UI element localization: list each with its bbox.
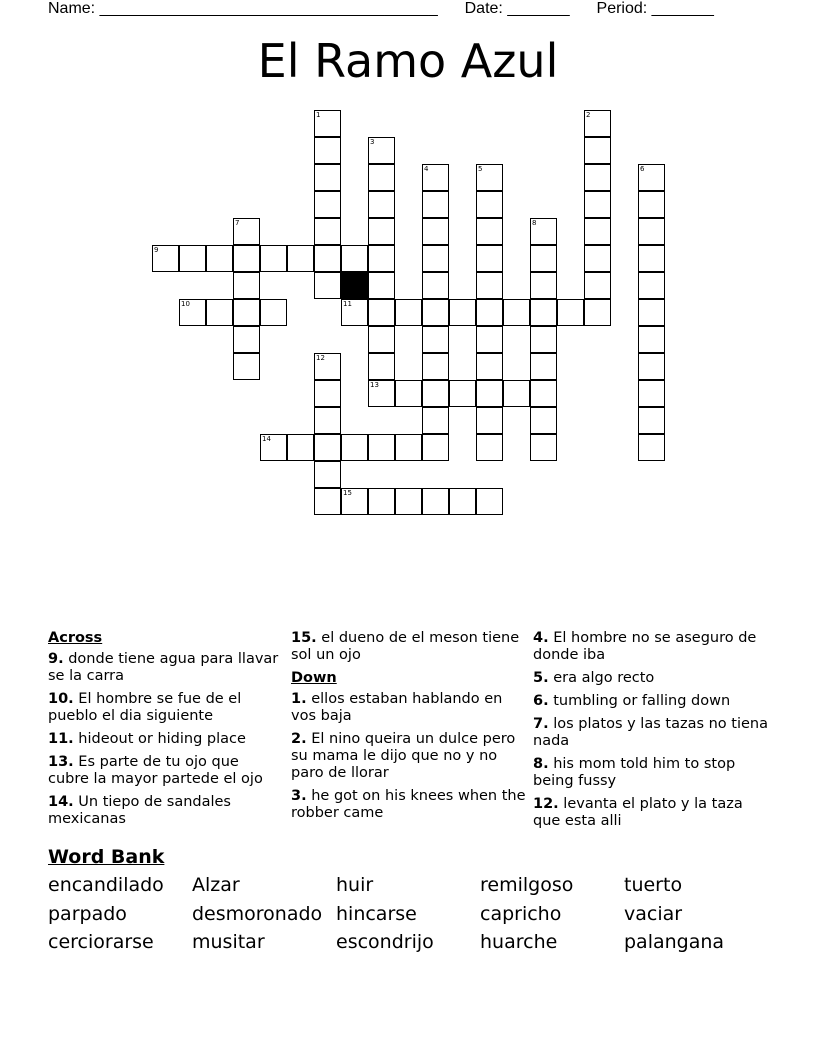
clue-number-label: 5 bbox=[478, 165, 483, 173]
clue-number-label: 11 bbox=[343, 300, 352, 308]
crossword-cell[interactable] bbox=[368, 299, 395, 326]
crossword-cell[interactable] bbox=[368, 272, 395, 299]
crossword-cell[interactable] bbox=[584, 164, 611, 191]
date-field-label: Date: _______ bbox=[464, 0, 570, 17]
clue-number-label: 14 bbox=[262, 435, 271, 443]
crossword-cell[interactable] bbox=[287, 245, 314, 272]
name-field-label: Name: ______________________________________ bbox=[48, 0, 438, 17]
crossword-cell[interactable] bbox=[314, 164, 341, 191]
crossword-cell[interactable] bbox=[368, 218, 395, 245]
crossword-cell[interactable] bbox=[233, 272, 260, 299]
word-bank-item: huarche bbox=[480, 931, 558, 953]
crossword-cell[interactable] bbox=[638, 353, 665, 380]
word-bank-item: cerciorarse bbox=[48, 931, 154, 953]
crossword-cell[interactable] bbox=[422, 218, 449, 245]
crossword-cell[interactable] bbox=[638, 272, 665, 299]
crossword-cell[interactable] bbox=[530, 272, 557, 299]
word-bank-item: palangana bbox=[624, 931, 725, 953]
word-bank-item: hincarse bbox=[336, 903, 417, 925]
crossword-cell[interactable] bbox=[638, 326, 665, 353]
crossword-cell[interactable] bbox=[422, 488, 449, 515]
crossword-cell[interactable] bbox=[476, 272, 503, 299]
crossword-cell[interactable] bbox=[422, 191, 449, 218]
crossword-cell[interactable] bbox=[530, 299, 557, 326]
word-bank-title: Word Bank bbox=[48, 846, 165, 868]
crossword-cell[interactable] bbox=[314, 434, 341, 461]
crossword-cell[interactable] bbox=[449, 299, 476, 326]
word-bank-item: parpado bbox=[48, 903, 127, 925]
clue-number-label: 2 bbox=[586, 111, 591, 119]
crossword-cell[interactable] bbox=[584, 218, 611, 245]
crossword-cell[interactable] bbox=[422, 380, 449, 407]
word-bank-item: remilgoso bbox=[480, 874, 574, 896]
crossword-cell[interactable] bbox=[341, 245, 368, 272]
crossword-cell[interactable] bbox=[314, 488, 341, 515]
clue-across-9: 9. donde tiene agua para llavar se la carra bbox=[48, 651, 279, 684]
clue-across-13: 13. Es parte de tu ojo que cubre la mayor partede el ojo bbox=[48, 754, 263, 787]
crossword-cell[interactable] bbox=[476, 218, 503, 245]
word-bank-item: musitar bbox=[192, 931, 265, 953]
crossword-cell[interactable] bbox=[449, 380, 476, 407]
crossword-cell[interactable] bbox=[503, 299, 530, 326]
crossword-cell[interactable] bbox=[422, 272, 449, 299]
crossword-cell[interactable] bbox=[314, 461, 341, 488]
clue-number-label: 6 bbox=[640, 165, 645, 173]
clue-across-14: 14. Un tiepo de sandales mexicanas bbox=[48, 794, 231, 827]
crossword-cell[interactable] bbox=[584, 272, 611, 299]
clue-down-6: 6. tumbling or falling down bbox=[533, 693, 731, 709]
crossword-cell[interactable] bbox=[422, 299, 449, 326]
down-heading: Down bbox=[291, 670, 337, 686]
crossword-cell[interactable] bbox=[314, 218, 341, 245]
word-bank-item: desmoronado bbox=[192, 903, 323, 925]
crossword-cell[interactable] bbox=[206, 299, 233, 326]
crossword-cell[interactable] bbox=[584, 299, 611, 326]
crossword-cell[interactable] bbox=[638, 299, 665, 326]
crossword-cell[interactable] bbox=[584, 245, 611, 272]
crossword-cell[interactable] bbox=[476, 407, 503, 434]
crossword-cell[interactable] bbox=[530, 353, 557, 380]
clues-column-3 bbox=[533, 630, 768, 836]
crossword-cell[interactable] bbox=[422, 245, 449, 272]
crossword-cell[interactable] bbox=[368, 434, 395, 461]
clues-column-1 bbox=[48, 630, 283, 834]
clue-across-15: 15. el dueno de el meson tiene sol un ojo bbox=[291, 630, 520, 663]
word-bank-item: Alzar bbox=[192, 874, 240, 896]
crossword-cell[interactable] bbox=[233, 299, 260, 326]
crossword-cell[interactable] bbox=[422, 434, 449, 461]
crossword-cell[interactable] bbox=[314, 245, 341, 272]
clue-number-label: 4 bbox=[424, 165, 429, 173]
crossword-cell[interactable] bbox=[314, 407, 341, 434]
crossword-cell[interactable] bbox=[368, 245, 395, 272]
crossword-cell[interactable] bbox=[260, 245, 287, 272]
crossword-cell[interactable] bbox=[638, 245, 665, 272]
crossword-cell[interactable] bbox=[314, 137, 341, 164]
crossword-cell[interactable] bbox=[476, 353, 503, 380]
clue-down-1: 1. ellos estaban hablando en vos baja bbox=[291, 691, 503, 724]
crossword-cell[interactable] bbox=[368, 326, 395, 353]
clue-number-label: 10 bbox=[181, 300, 190, 308]
crossword-cell[interactable] bbox=[287, 434, 314, 461]
crossword-cell[interactable] bbox=[395, 380, 422, 407]
crossword-cell[interactable] bbox=[530, 245, 557, 272]
crossword-cell[interactable] bbox=[476, 191, 503, 218]
word-bank-item: escondrijo bbox=[336, 931, 434, 953]
crossword-cell[interactable] bbox=[476, 488, 503, 515]
across-heading: Across bbox=[48, 630, 103, 646]
crossword-cell[interactable] bbox=[530, 326, 557, 353]
crossword-cell[interactable] bbox=[449, 488, 476, 515]
crossword-cell[interactable] bbox=[584, 137, 611, 164]
crossword-cell[interactable] bbox=[584, 191, 611, 218]
crossword-cell[interactable] bbox=[395, 299, 422, 326]
crossword-cell[interactable] bbox=[314, 191, 341, 218]
crossword-cell[interactable] bbox=[233, 353, 260, 380]
word-bank-item: capricho bbox=[480, 903, 562, 925]
crossword-cell[interactable] bbox=[530, 380, 557, 407]
crossword-cell[interactable] bbox=[395, 488, 422, 515]
crossword-cell[interactable] bbox=[314, 380, 341, 407]
crossword-cell[interactable] bbox=[368, 164, 395, 191]
crossword-cell[interactable] bbox=[638, 380, 665, 407]
crossword-cell[interactable] bbox=[233, 326, 260, 353]
crossword-cell[interactable] bbox=[422, 326, 449, 353]
crossword-cell[interactable] bbox=[314, 272, 341, 299]
crossword-cell[interactable] bbox=[638, 218, 665, 245]
crossword-cell[interactable] bbox=[638, 434, 665, 461]
crossword-cell[interactable] bbox=[476, 434, 503, 461]
crossword-cell[interactable] bbox=[476, 326, 503, 353]
clue-number-label: 7 bbox=[235, 219, 240, 227]
clue-down-8: 8. his mom told him to stop being fussy bbox=[533, 756, 736, 789]
clue-down-5: 5. era algo recto bbox=[533, 670, 655, 686]
crossword-cell[interactable] bbox=[530, 407, 557, 434]
crossword-cell[interactable] bbox=[368, 488, 395, 515]
clue-number-label: 1 bbox=[316, 111, 321, 119]
word-bank-item: encandilado bbox=[48, 874, 164, 896]
clue-number-label: 13 bbox=[370, 381, 379, 389]
clue-down-3: 3. he got on his knees when the robber came bbox=[291, 788, 526, 821]
crossword-cell[interactable] bbox=[368, 191, 395, 218]
clues-column-2 bbox=[291, 630, 526, 828]
word-bank-item: huir bbox=[336, 874, 374, 896]
page-title: El Ramo Azul bbox=[257, 34, 559, 88]
clue-number-label: 8 bbox=[532, 219, 537, 227]
crossword-cell[interactable] bbox=[422, 407, 449, 434]
crossword-cell[interactable] bbox=[341, 434, 368, 461]
clue-across-11: 11. hideout or hiding place bbox=[48, 731, 246, 747]
clue-down-7: 7. los platos y las tazas no tiena nada bbox=[533, 716, 768, 749]
word-bank-item: tuerto bbox=[624, 874, 683, 896]
clue-down-4: 4. El hombre no se aseguro de donde iba bbox=[533, 630, 757, 663]
crossword-cell[interactable] bbox=[638, 407, 665, 434]
crossword-cell[interactable] bbox=[557, 299, 584, 326]
crossword-cell[interactable] bbox=[422, 353, 449, 380]
period-field-label: Period: _______ bbox=[596, 0, 714, 17]
clue-number-label: 15 bbox=[343, 489, 352, 497]
crossword-cell[interactable] bbox=[368, 353, 395, 380]
crossword-cell[interactable] bbox=[476, 299, 503, 326]
crossword-cell[interactable] bbox=[179, 245, 206, 272]
crossword-cell[interactable] bbox=[530, 434, 557, 461]
clue-across-10: 10. El hombre se fue de el pueblo el dia siguiente bbox=[48, 691, 242, 724]
crossword-cell[interactable] bbox=[476, 245, 503, 272]
crossword-cell[interactable] bbox=[233, 245, 260, 272]
crossword-black-cell bbox=[341, 272, 368, 299]
crossword-cell[interactable] bbox=[503, 380, 530, 407]
clue-number-label: 12 bbox=[316, 354, 325, 362]
crossword-cell[interactable] bbox=[638, 191, 665, 218]
clue-down-2: 2. El nino queira un dulce pero su mama le dijo que no y no paro de llorar bbox=[291, 731, 516, 781]
crossword-cell[interactable] bbox=[206, 245, 233, 272]
clue-number-label: 3 bbox=[370, 138, 375, 146]
clue-number-label: 9 bbox=[154, 246, 159, 254]
crossword-cell[interactable] bbox=[260, 299, 287, 326]
crossword-cell[interactable] bbox=[395, 434, 422, 461]
crossword-cell[interactable] bbox=[476, 380, 503, 407]
clue-down-12: 12. levanta el plato y la taza que esta alli bbox=[533, 796, 743, 829]
word-bank-item: vaciar bbox=[624, 903, 683, 925]
